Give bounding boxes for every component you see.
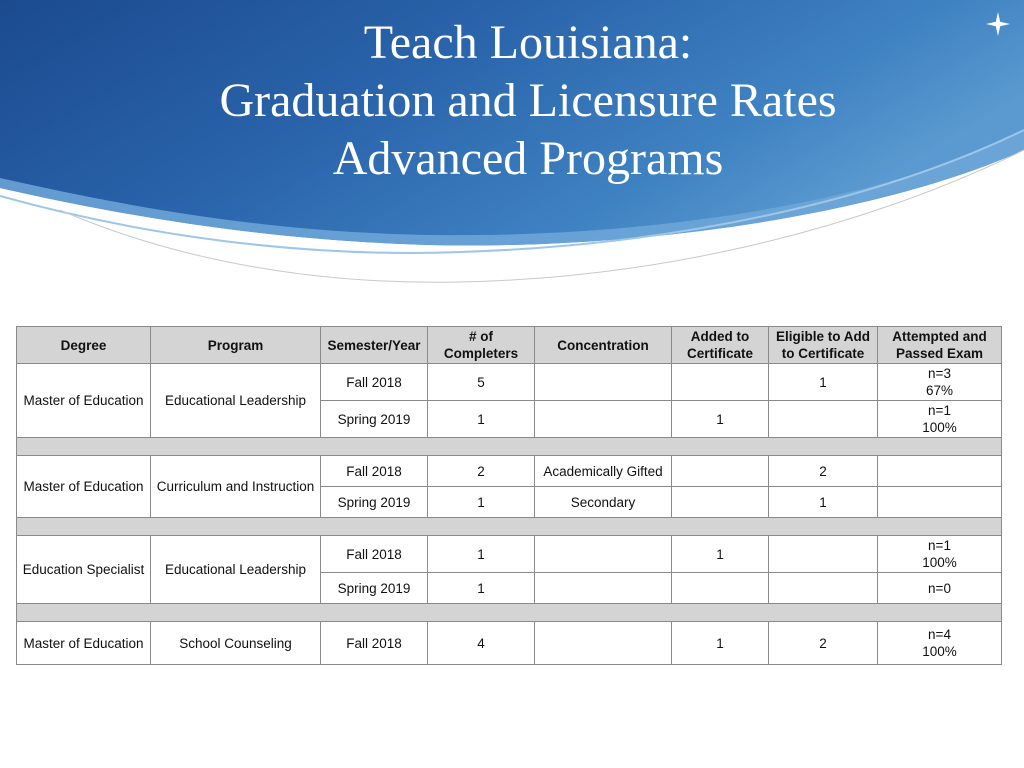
semester-cell: Fall 2018	[321, 456, 428, 487]
completers-cell: 1	[428, 401, 535, 438]
header-program: Program	[151, 327, 321, 364]
program-cell: Educational Leadership	[151, 536, 321, 604]
eligible-cell: 1	[769, 487, 878, 518]
exam-cell	[878, 364, 1002, 401]
eligible-cell	[769, 573, 878, 604]
title-line-2: Graduation and Licensure Rates	[219, 74, 837, 127]
concentration-cell: Secondary	[535, 487, 672, 518]
table-row	[17, 622, 1002, 665]
completers-cell: 1	[428, 536, 535, 573]
header-concentration: Concentration	[535, 327, 672, 364]
header-row	[17, 327, 1002, 364]
degree-cell: Master of Education	[17, 456, 151, 518]
eligible-cell: 2	[769, 622, 878, 665]
concentration-cell	[535, 401, 672, 438]
exam-cell	[878, 536, 1002, 573]
exam-cell	[878, 622, 1002, 665]
title-line-3: Advanced Programs	[332, 132, 724, 185]
eligible-cell: 2	[769, 456, 878, 487]
header-degree: Degree	[17, 327, 151, 364]
separator-row	[17, 604, 1002, 622]
added-cell: 1	[672, 536, 769, 573]
concentration-cell	[535, 622, 672, 665]
exam-pct: 100%	[922, 420, 957, 435]
program-cell: School Counseling	[151, 622, 321, 665]
exam-cell	[878, 487, 1002, 518]
concentration-cell	[535, 573, 672, 604]
rates-table	[16, 326, 1002, 665]
eligible-cell: 1	[769, 364, 878, 401]
concentration-cell	[535, 536, 672, 573]
degree-cell: Education Specialist	[17, 536, 151, 604]
concentration-cell: Academically Gifted	[535, 456, 672, 487]
degree-cell: Master of Education	[17, 622, 151, 665]
degree-cell: Master of Education	[17, 364, 151, 438]
added-cell	[672, 573, 769, 604]
separator-row	[17, 438, 1002, 456]
exam-n: n=1	[928, 538, 951, 553]
completers-cell: 1	[428, 487, 535, 518]
semester-cell: Spring 2019	[321, 573, 428, 604]
header-semester: Semester/Year	[321, 327, 428, 364]
slide-title	[0, 14, 1024, 188]
added-cell: 1	[672, 401, 769, 438]
added-cell	[672, 456, 769, 487]
completers-cell: 1	[428, 573, 535, 604]
semester-cell: Spring 2019	[321, 401, 428, 438]
exam-cell: n=0	[878, 573, 1002, 604]
header-eligible: Eligible to Add to Certificate	[769, 327, 878, 364]
header-completers: # of Completers	[428, 327, 535, 364]
completers-cell: 4	[428, 622, 535, 665]
separator-row	[17, 518, 1002, 536]
title-line-1: Teach Louisiana:	[363, 16, 693, 69]
exam-n: n=1	[928, 403, 951, 418]
exam-pct: 100%	[922, 644, 957, 659]
added-cell	[672, 487, 769, 518]
added-cell: 1	[672, 622, 769, 665]
eligible-cell	[769, 536, 878, 573]
exam-pct: 67%	[925, 383, 954, 398]
exam-cell	[878, 456, 1002, 487]
completers-cell: 2	[428, 456, 535, 487]
exam-n: n=3	[928, 366, 951, 381]
semester-cell: Fall 2018	[321, 622, 428, 665]
completers-cell: 5	[428, 364, 535, 401]
header-added: Added to Certificate	[672, 327, 769, 364]
table-row	[17, 456, 1002, 487]
header-exam: Attempted and Passed Exam	[878, 327, 1002, 364]
semester-cell: Fall 2018	[321, 536, 428, 573]
exam-cell	[878, 401, 1002, 438]
exam-n: n=4	[928, 627, 951, 642]
added-cell	[672, 364, 769, 401]
program-cell: Educational Leadership	[151, 364, 321, 438]
table-row	[17, 364, 1002, 401]
eligible-cell	[769, 401, 878, 438]
concentration-cell	[535, 364, 672, 401]
program-cell: Curriculum and Instruction	[151, 456, 321, 518]
table-row	[17, 536, 1002, 573]
semester-cell: Fall 2018	[321, 364, 428, 401]
exam-pct: 100%	[922, 555, 957, 570]
semester-cell: Spring 2019	[321, 487, 428, 518]
